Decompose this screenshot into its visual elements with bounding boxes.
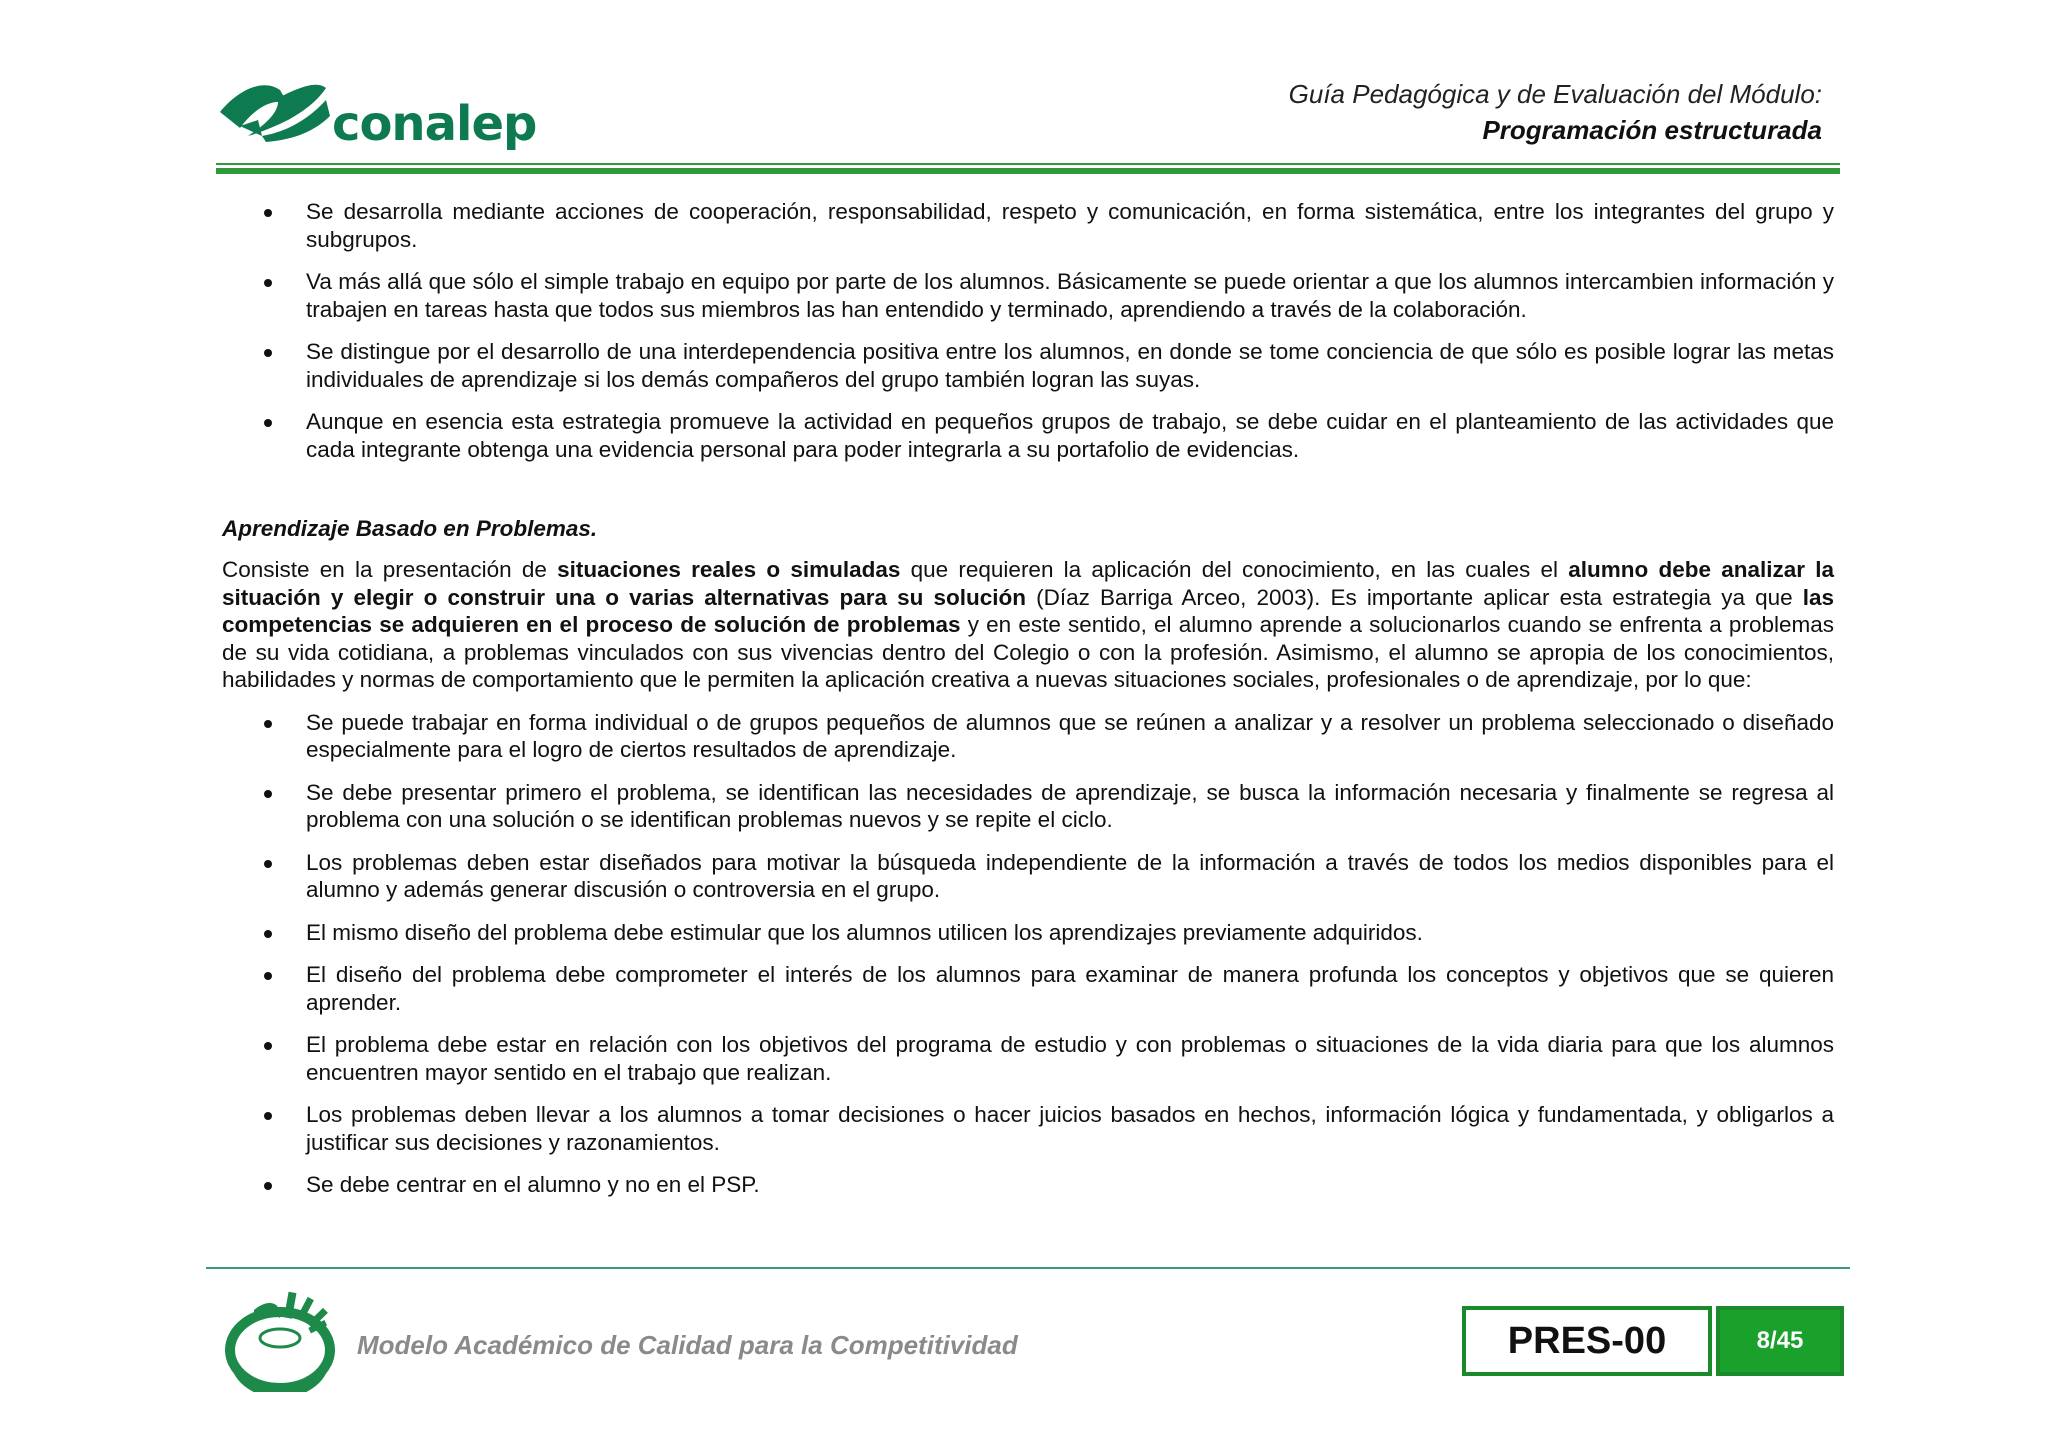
document-code: PRES-00 — [1462, 1306, 1712, 1376]
list-item: Se debe centrar en el alumno y no en el PSP. — [222, 1171, 1834, 1199]
bullet-icon — [264, 860, 272, 868]
list-item: Se debe presentar primero el problema, se identifican las necesidades de aprendizaje, se busca la información necesaria y finalmente se regresa al problema con una solución o se identifican problemas nuevos y se repite el ciclo. — [222, 779, 1834, 834]
bullet-icon — [264, 209, 272, 217]
list-item: Aunque en esencia esta estrategia promueve la actividad en pequeños grupos de trabajo, se debe cuidar en el planteamiento de las actividades que cada integrante obtenga una evidencia personal para poder integrarla a su portafolio de evidencias. — [222, 408, 1834, 463]
bullet-icon — [264, 1182, 272, 1190]
bullet-icon — [264, 1112, 272, 1120]
header-divider-thick — [216, 168, 1840, 174]
list-item: Los problemas deben llevar a los alumnos a tomar decisiones o hacer juicios basados en hechos, información lógica y fundamentada, y obligarlos a justificar sus decisiones y razonamientos. — [222, 1101, 1834, 1156]
list-item: El mismo diseño del problema debe estimular que los alumnos utilicen los aprendizajes previamente adquiridos. — [222, 919, 1834, 947]
header-info — [1289, 76, 1822, 148]
list-item: El diseño del problema debe comprometer el interés de los alumnos para examinar de manera profunda los conceptos y objetivos que se quieren aprender. — [222, 961, 1834, 1016]
list-item: Se puede trabajar en forma individual o de grupos pequeños de alumnos que se reúnen a analizar y a resolver un problema seleccionado o diseñado especialmente para el logro de ciertos resultados de aprendizaje. — [222, 709, 1834, 764]
conalep-logo-text: conalep — [332, 96, 537, 152]
list-item: El problema debe estar en relación con los objetivos del programa de estudio y con problemas o situaciones de la vida diaria para que los alumnos encuentren mayor sentido en el trabajo que realizan. — [222, 1031, 1834, 1086]
bullet-icon — [264, 419, 272, 427]
quality-model-emblem — [224, 1288, 336, 1392]
bullet-icon — [264, 790, 272, 798]
section-title: Aprendizaje Basado en Problemas. — [222, 516, 598, 541]
abp-bullet-list — [222, 709, 1834, 1199]
list-item: Se distingue por el desarrollo de una interdependencia positiva entre los alumnos, en donde se tome conciencia de que sólo es posible lograr las metas individuales de aprendizaje si los demás compañeros del grupo también logran las suyas. — [222, 338, 1834, 393]
list-item: Se desarrolla mediante acciones de cooperación, responsabilidad, respeto y comunicación, en forma sistemática, entre los integrantes del grupo y subgrupos. — [222, 198, 1834, 253]
footer-model-text: Modelo Académico de Calidad para la Competitividad — [357, 1330, 1018, 1360]
footer-divider — [206, 1267, 1850, 1269]
section-paragraph: Consiste en la presentación de situaciones reales o simuladas que requieren la aplicación del conocimiento, en las cuales el alumno debe analizar la situación y elegir o construir una o varias alternativas para su solución (Díaz Barriga Arceo, 2003). Es importante aplicar esta estrategia ya que las competencias se adquieren en el proceso de solución de problemas y en este sentido, el alumno aprende a solucionarlos cuando se enfrenta a problemas de su vida cotidiana, a problemas vinculados con sus vivencias dentro del Colegio o con la profesión. Asimismo, el alumno se apropia de los conocimientos, habilidades y normas de comportamiento que le permiten la aplicación creativa a nuevas situaciones sociales, profesionales o de aprendizaje, por lo que: — [222, 557, 1835, 692]
bullet-icon — [264, 972, 272, 980]
guide-title: Guía Pedagógica y de Evaluación del Módulo: — [1288, 79, 1822, 109]
module-name: Programación estructurada — [1482, 115, 1822, 145]
bullet-icon — [264, 720, 272, 728]
list-item: Va más allá que sólo el simple trabajo en equipo por parte de los alumnos. Básicamente se puede orientar a que los alumnos intercambien información y trabajen en tareas hasta que todos sus miembros las han entendido y terminado, aprendiendo a través de la colaboración. — [222, 268, 1834, 323]
bullet-icon — [264, 279, 272, 287]
page-content — [222, 198, 1834, 1214]
bullet-icon — [264, 349, 272, 357]
list-item: Los problemas deben estar diseñados para motivar la búsqueda independiente de la información a través de todos los medios disponibles para el alumno y además generar discusión o controversia en el grupo. — [222, 849, 1834, 904]
intro-bullet-list — [222, 198, 1834, 463]
bullet-icon — [264, 930, 272, 938]
header-divider-thin — [216, 163, 1840, 165]
bullet-icon — [264, 1042, 272, 1050]
page-number: 8/45 — [1716, 1306, 1844, 1376]
